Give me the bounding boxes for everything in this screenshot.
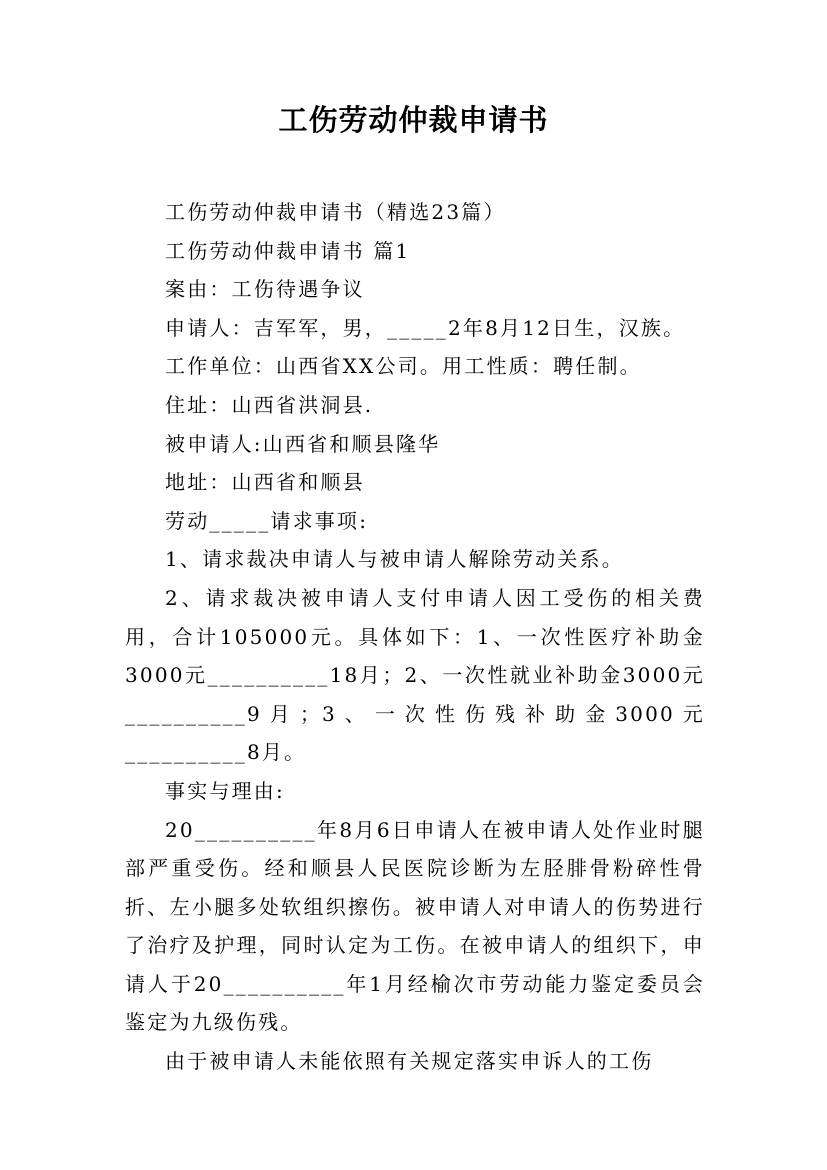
paragraph-facts: 20__________年8月6日申请人在被申请人处作业时腿部严重受伤。经和顺县人民医院诊断为左胫腓骨粉碎性骨折、左小腿多处软组织擦伤。被申请人对申请人的伤势进行了治疗及护理，同时认定为工伤。在被申请人的组织下，申请人于20__________年1月经榆次市劳动能力鉴定委员会鉴定为九级伤残。 [125, 817, 705, 1035]
paragraph-claim-1: 1、请求裁决申请人与被申请人解除劳动关系。 [165, 547, 624, 572]
paragraph-claims-heading: 劳动_____请求事项: [165, 508, 369, 533]
paragraph-case-cause: 案由：工伤待遇争议 [165, 277, 365, 302]
document-body [125, 193, 705, 1081]
paragraph-respondent-address: 地址：山西省和顺县 [165, 470, 365, 495]
document-title: 工伤劳动仲裁申请书 [278, 103, 549, 137]
paragraph-respondent: 被申请人:山西省和顺县隆华 [165, 431, 441, 456]
paragraph-reason: 由于被申请人未能依照有关规定落实申诉人的工伤 [165, 1049, 654, 1074]
paragraph-subtitle: 工伤劳动仲裁申请书（精选23篇） [165, 200, 506, 224]
paragraph-facts-heading: 事实与理由: [165, 778, 285, 803]
paragraph-work-unit: 工作单位：山西省XX公司。用工性质：聘任制。 [165, 354, 642, 379]
paragraph-address: 住址：山西省洪洞县. [165, 392, 374, 417]
paragraph-applicant: 申请人：吉军军，男，_____2年8月12日生，汉族。 [165, 315, 686, 340]
paragraph-section-heading: 工伤劳动仲裁申请书 篇1 [165, 238, 411, 263]
paragraph-claim-2: 2、请求裁决被申请人支付申请人因工受伤的相关费用，合计105000元。具体如下：1、一次性医疗补助金3000元__________18月；2、一次性就业补助金3000元__________9月；3、一次性伤残补助金3000元__________8月。 [125, 585, 705, 765]
